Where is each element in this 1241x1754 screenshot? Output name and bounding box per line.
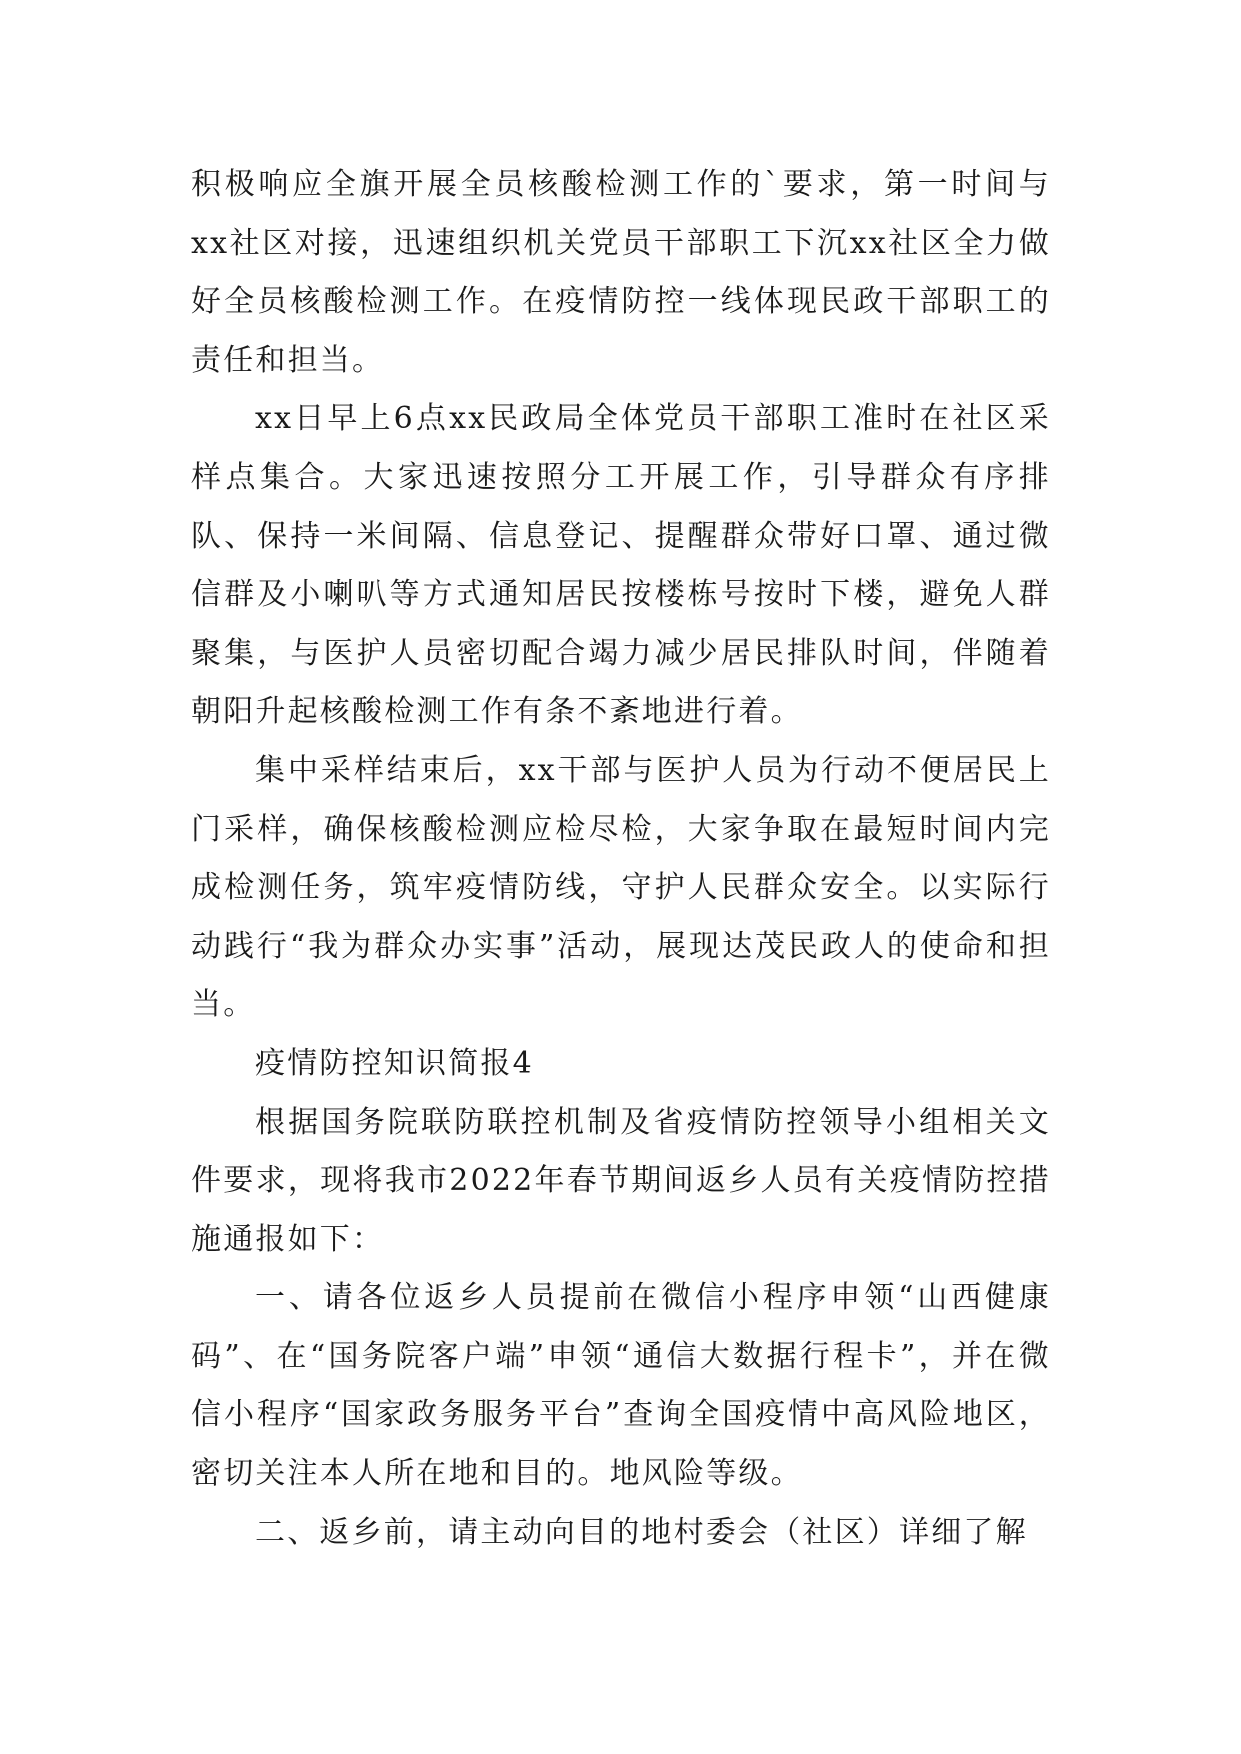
document-body [191, 156, 1051, 1562]
paragraph-1: 积极响应全旗开展全员核酸检测工作的`要求，第一时间与xx社区对接，迅速组织机关党员干部职工下沉xx社区全力做好全员核酸检测工作。在疫情防控一线体现民政干部职工的责任和担当。 [191, 167, 1051, 378]
paragraph-5: 一、请各位返乡人员提前在微信小程序申领“山西健康码”、在“国务院客户端”申领“通信大数据行程卡”，并在微信小程序“国家政务服务平台”查询全国疫情中高风险地区，密切关注本人所在地和目的。地风险等级。 [191, 1280, 1051, 1492]
paragraph-2: xx日早上6点xx民政局全体党员干部职工准时在社区采样点集合。大家迅速按照分工开展工作，引导群众有序排队、保持一米间隔、信息登记、提醒群众带好口罩、通过微信群及小喇叭等方式通知居民按楼栋号按时下楼，避免人群聚集，与医护人员密切配合竭力减少居民排队时间，伴随着朝阳升起核酸检测工作有条不紊地进行着。 [191, 401, 1051, 730]
paragraph-3: 集中采样结束后，xx干部与医护人员为行动不便居民上门采样，确保核酸检测应检尽检，大家争取在最短时间内完成检测任务，筑牢疫情防线，守护人民群众安全。以实际行动践行“我为群众办实事”活动，展现达茂民政人的使命和担当。 [191, 752, 1051, 1023]
paragraph-4: 根据国务院联防联控机制及省疫情防控领导小组相关文件要求，现将我市2022年春节期间返乡人员有关疫情防控措施通报如下： [191, 1104, 1051, 1257]
section-heading: 疫情防控知识简报4 [255, 1045, 534, 1081]
paragraph-6: 二、返乡前，请主动向目的地村委会（社区）详细了解 [255, 1514, 1028, 1550]
